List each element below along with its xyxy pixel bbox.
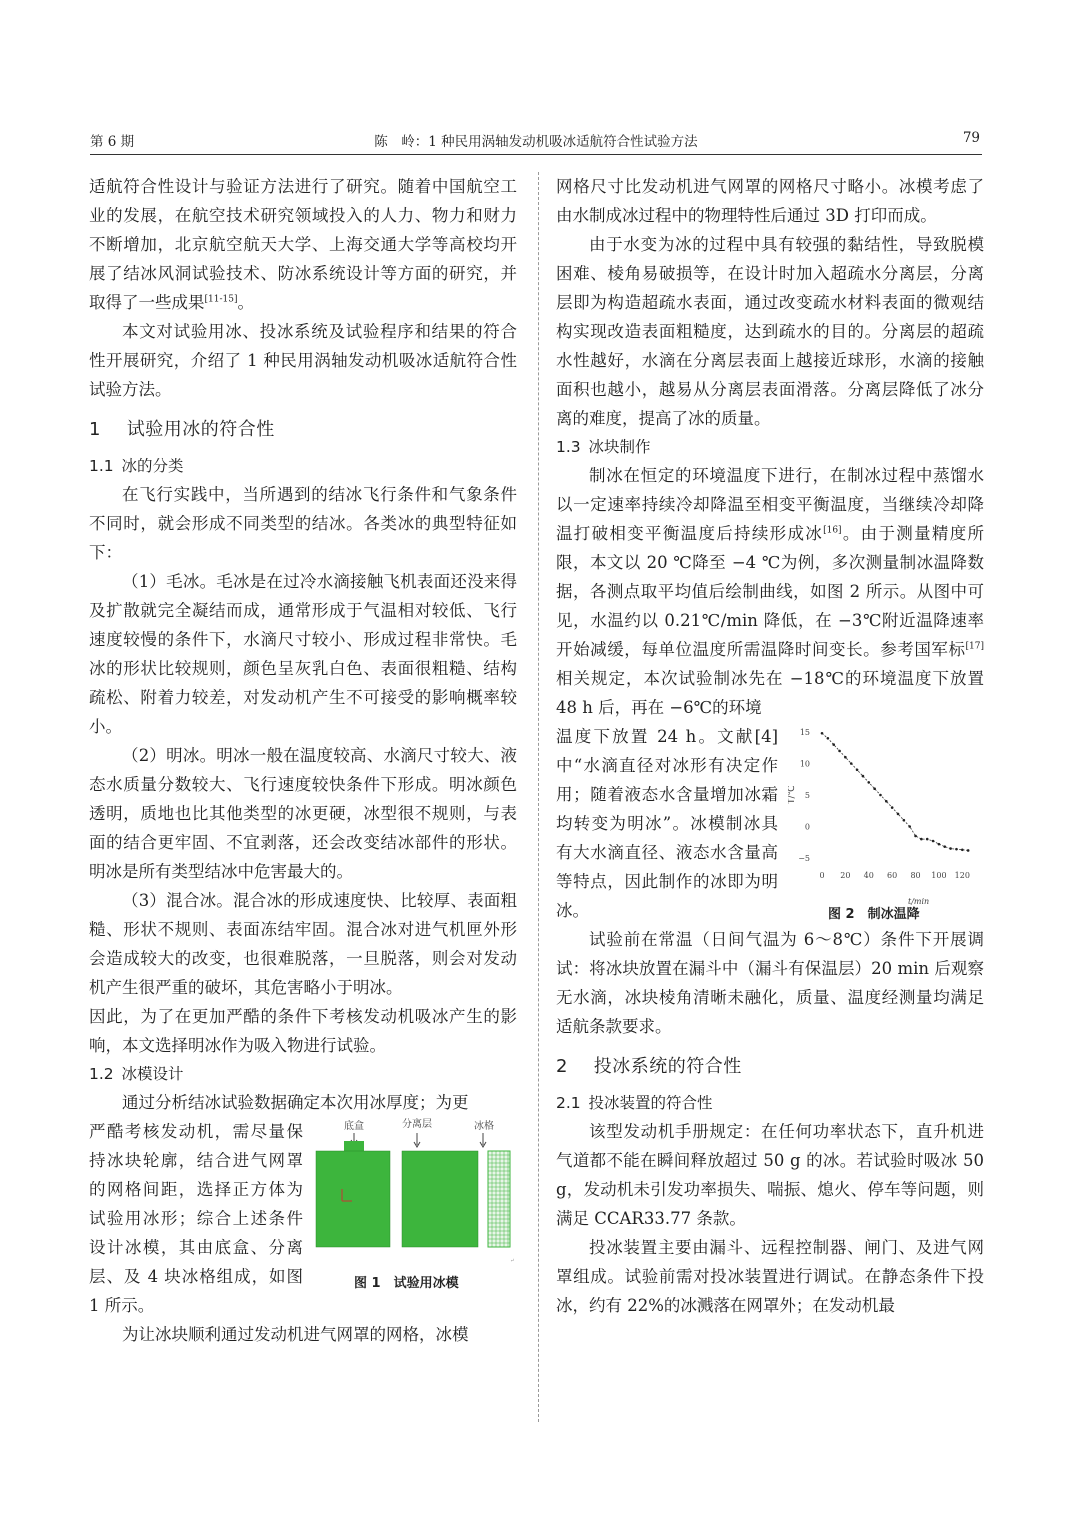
data-point [897, 813, 900, 816]
paragraph: 投冰装置主要由漏斗、远程控制器、闸门、及进气网罩组成。试验前需对投冰装置进行调试。在静态条件下投冰，约有 22%的冰溅落在网罩外；在发动机最 [556, 1238, 984, 1315]
x-tick-label: 40 [863, 871, 874, 880]
subsection-heading [89, 1060, 517, 1088]
data-point [938, 843, 941, 846]
paragraph: （2）明冰。明冰一般在温度较高、水滴尺寸较大、液态水质量分数较大、飞行速度较快条件下形成。明冰颜色透明，质地也比其他类型的冰更硬，冰型很不规则，与表面的结合更牢固、不宜剥落，还会改变结冰部件的形状。明冰是所有类型结冰中危害最大的。 [89, 746, 517, 881]
subsection-heading [556, 1089, 984, 1117]
running-title: 陈 岭：1 种民用涡轴发动机吸冰适航符合性试验方法 [374, 134, 698, 150]
label-ice-grid: 冰格 [474, 1121, 494, 1132]
figure-2 [788, 726, 984, 926]
data-point [844, 756, 847, 759]
section-title: 投冰系统的符合性 [593, 1056, 742, 1077]
data-point [827, 737, 830, 740]
data-point [856, 769, 859, 772]
paragraph-text: 适航符合性设计与验证方法进行了研究。随着中国航空工业的发展，在航空技术研究领域投入的人力、物力和财力不断增加，北京航空航天大学、上海交通大学等高校均开展了结冰风洞试验技术、防冰系统设计等方面的研究，并取得了一些成果 [89, 177, 517, 312]
issue-number: 第 6 期 [90, 134, 135, 150]
x-tick-label: 0 [819, 871, 825, 880]
data-point [961, 849, 964, 852]
y-tick-label: 15 [799, 728, 810, 737]
y-axis-label: T/℃ [788, 785, 797, 804]
figure-wrap [556, 722, 984, 925]
section-number: 2 [556, 1056, 568, 1077]
section-number: 1.2 [89, 1065, 114, 1083]
y-tick-label: 10 [799, 759, 810, 769]
paragraph: 严酷考核发动机，需尽量保持冰块轮廓，结合进气网罩的网格间距，选择正方体为试验用冰形；综合上述条件设计冰模，其由底盒、分离层、及 4 块冰格组成，如图 1 所示。 [89, 1122, 303, 1315]
figure-2-caption: 图 2 制冰温降 [828, 907, 920, 922]
paragraph: 由于水变为冰的过程中具有较强的黏结性，导致脱模困难、棱角易破损等，在设计时加入超疏水分离层，分离层即为构造超疏水表面，通过改变疏水材料表面的微观结构实现改造表面粗糙度，达到疏水的目的。分离层的超疏水性越好，水滴在分离层表面上越接近球形，水滴的接触面积也越小，越易从分离层表面滑落。分离层降低了冰分离的难度，提高了冰的质量。 [556, 235, 984, 428]
section-heading [556, 1051, 984, 1083]
bottom-box-shape [316, 1151, 390, 1247]
paragraph: （3）混合冰。混合冰的形成速度快、比较厚、表面粗糙、形状不规则、表面冻结牢固。混合冰对进气机匣外形会造成较大的改变，也很难脱落，一旦脱落，则会对发动机产生很严重的破坏，其危害略小于明冰。 [89, 891, 517, 997]
data-point [838, 750, 841, 753]
temperature-drop-chart [788, 726, 984, 926]
data-point [903, 819, 906, 822]
paragraph: 本文对试验用冰、投冰系统及试验程序和结果的符合性开展研究，介绍了 1 种民用涡轴发动机吸冰适航符合性试验方法。 [89, 322, 517, 399]
data-point [885, 800, 888, 803]
section-number: 1.3 [556, 438, 581, 456]
label-separation-layer: 分离层 [402, 1119, 432, 1130]
left-column [89, 172, 517, 1349]
label-bottom-box: 底盒 [344, 1121, 364, 1132]
x-tick-label: 100 [931, 871, 947, 880]
separation-layer-shape [402, 1151, 478, 1247]
paragraph [89, 172, 517, 317]
paragraph [556, 461, 984, 722]
paragraph: 试验前在常温（日间气温为 6～8℃）条件下开展调试：将冰块放置在漏斗中（漏斗有保温层）20 min 后观察无水滴，冰块棱角清晰未融化，质量、温度经测量均满足适航条款要求。 [556, 930, 984, 1036]
x-tick-label: 60 [887, 871, 898, 880]
subsection-heading [89, 452, 517, 480]
section-heading [89, 414, 517, 446]
section-number: 1 [89, 419, 101, 440]
x-tick-label: 120 [954, 871, 970, 880]
data-point [955, 848, 958, 851]
section-title: 冰模设计 [121, 1065, 184, 1083]
data-point [949, 847, 952, 850]
section-number: 2.1 [556, 1094, 581, 1112]
right-column [556, 172, 984, 1320]
x-tick-label: 20 [840, 871, 851, 880]
paragraph: 网格尺寸比发动机进气网罩的网格尺寸略小。冰模考虑了由水制成冰过程中的物理特性后通过 3D 打印而成。 [556, 177, 984, 225]
paragraph-text: 。由于测量精度所限，本文以 20 ℃降至 −4 ℃为例，多次测量制冰温降数据，各测点取平均值后绘制曲线，如图 2 所示。从图中可见，水温约以 0.21℃/min 降低，在 −3℃附近温降速率开始减缓，每单位温度所需温降时间变长。参考国军标 [556, 524, 985, 659]
series-line [822, 733, 968, 850]
data-point [867, 781, 870, 784]
data-point [932, 840, 935, 843]
x-axis-label: t/min [908, 897, 930, 906]
paragraph: 在飞行实践中，当所遇到的结冰飞行条件和气象条件不同时，就会形成不同类型的结冰。各类冰的典型特征如下： [89, 485, 517, 562]
y-tick-label: −5 [798, 854, 810, 863]
data-point [850, 762, 853, 765]
data-point [926, 838, 929, 841]
data-point [821, 732, 824, 735]
paragraph-text: 。 [237, 293, 254, 312]
data-point [943, 845, 946, 848]
paragraph-text: 相关规定，本次试验制冰先在 −18℃的环境温度下放置 48 h 后，再在 −6℃的环境 [556, 669, 984, 717]
paragraph: 通过分析结冰试验数据确定本次用冰厚度；为更 [122, 1093, 469, 1112]
paragraph-text: 制冰在恒定的环境温度下进行，在制冰过程中蒸馏水以一定速率持续冷却降温至相变平衡温度，当继续冷却降温打破相变平衡温度后持续形成冰 [556, 466, 984, 543]
figure-1-caption: 图 1 试验用冰模 [354, 1276, 459, 1291]
data-point [914, 835, 917, 838]
data-point [891, 806, 894, 809]
figure-1 [314, 1117, 514, 1307]
data-point [862, 775, 865, 778]
section-title: 冰的分类 [121, 457, 184, 475]
section-title: 试验用冰的符合性 [126, 419, 275, 440]
data-point [873, 787, 876, 790]
paragraph: 因此，为了在更加严酷的条件下考核发动机吸冰产生的影响，本文选择明冰作为吸入物进行试验。 [89, 1007, 517, 1055]
running-header [90, 128, 982, 155]
data-point [920, 838, 923, 841]
data-point [967, 849, 970, 852]
paragraph: 该型发动机手册规定：在任何功率状态下，直升机进气道都不能在瞬间释放超过 50 g 的冰。若试验时吸冰 50 g，发动机未引发功率损失、喘振、熄火、停车等问题，则满足 CCAR33.77 条款。 [556, 1122, 984, 1228]
paragraph: 温度下放置 24 h。文献[4]中“水滴直径对冰形有决定作用；随着液态水含量增加冰霜均转变为明冰”。冰模制冰具有大水滴直径、液态水含量高等特点，因此制作的冰即为明冰。 [556, 727, 778, 920]
data-point [832, 743, 835, 746]
citation: [17] [965, 641, 984, 652]
subsection-heading [556, 433, 984, 461]
y-tick-label: 5 [804, 791, 810, 800]
ice-grid-shape [488, 1151, 510, 1247]
column-divider [538, 172, 539, 1422]
paragraph: （1）毛冰。毛冰是在过冷水滴接触飞机表面还没来得及扩散就完全凝结而成，通常形成于气温相对较低、飞行速度较慢的条件下，水滴尺寸较小、形成过程非常快。毛冰的形状比较规则，颜色呈灰乳白色、表面很粗糙、结构疏松、附着力较差，对发动机产生不可接受的影响概率较小。 [89, 572, 517, 736]
paragraph: 为让冰块顺利通过发动机进气网罩的网格，冰模 [122, 1325, 469, 1344]
citation: [16] [823, 525, 842, 536]
section-title: 投冰装置的符合性 [588, 1094, 713, 1112]
data-point [908, 825, 911, 828]
page-number: 79 [962, 130, 980, 146]
figure-wrap [89, 1117, 517, 1320]
section-number: 1.1 [89, 457, 114, 475]
x-tick-label: 80 [910, 871, 921, 880]
citation: [11-15] [204, 294, 238, 305]
section-title: 冰块制作 [588, 438, 651, 456]
y-tick-label: 0 [804, 822, 810, 832]
data-point [879, 794, 882, 797]
decorative-mark: ↵ [510, 1258, 514, 1264]
